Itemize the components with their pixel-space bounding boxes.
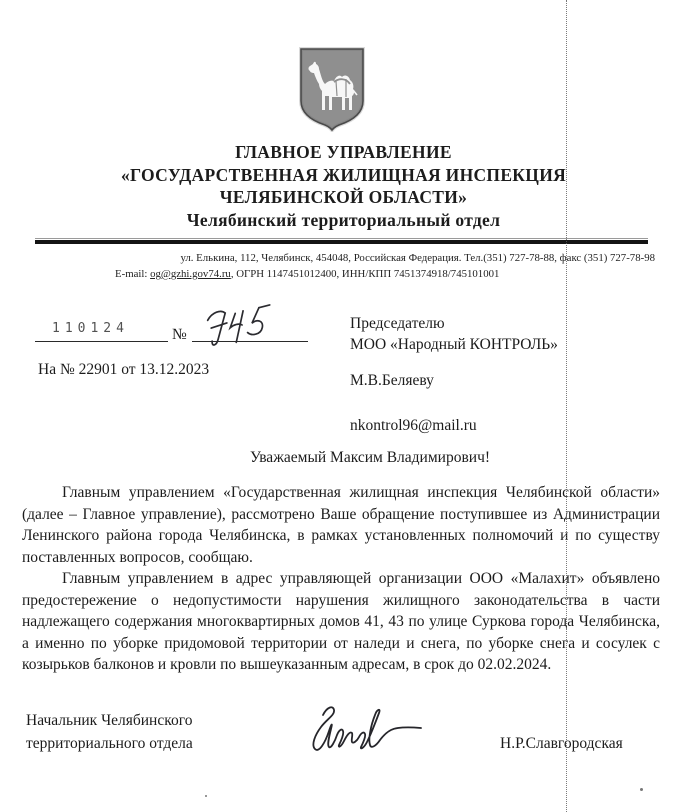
org-title-line-2: «ГОСУДАРСТВЕННАЯ ЖИЛИЩНАЯ ИНСПЕКЦИЯ: [120, 164, 567, 185]
org-title-line-3: ЧЕЛЯБИНСКОЙ ОБЛАСТИ»: [219, 187, 468, 207]
letter-body: [22, 482, 660, 676]
addressee-role: Председателю: [350, 315, 445, 332]
addressee-email: nkontrol96@mail.ru: [350, 417, 477, 434]
org-title-line-4: Челябинский территориальный отдел: [186, 209, 501, 230]
signature-scribble: [293, 697, 443, 761]
org-title-block: [0, 141, 687, 231]
header-rule: [35, 240, 648, 244]
reply-reference: На № 22901 от 13.12.2023: [38, 361, 210, 378]
signer-position-line-1: Начальник Челябинского: [26, 712, 193, 729]
date-stamp: 110124: [52, 321, 129, 336]
addressee-organization: МОО «Народный КОНТРОЛЬ»: [350, 336, 558, 353]
handwritten-number: [196, 300, 286, 348]
org-email-line: [115, 268, 675, 280]
org-email-address: og@gzhi.gov74.ru: [150, 268, 231, 280]
body-paragraph-1: Главным управлением «Государственная жилищная инспекция Челябинской области» (далее – Главное управление), рассмотрено Ваше обращение поступившее из Администрации Ленинского района города Челябинска, в рамках установленных полномочий и по существу поставленных вопросов, сообщаю.: [22, 484, 660, 566]
org-title-line-1: ГЛАВНОЕ УПРАВЛЕНИЕ: [235, 142, 452, 162]
org-registration-numbers: , ОГРН 1147451012400, ИНН/КПП 7451374918/745101001: [230, 268, 500, 280]
camel-coat-of-arms-icon: [296, 44, 368, 132]
signer-position: [26, 709, 193, 755]
body-paragraph-2: Главным управлением в адрес управляющей организации ООО «Малахит» объявлено предостережение о недопустимости нарушения жилищного законодательства в части надлежащего содержания многоквартирных домов 41, 43 по улице Суркова города Челябинска, а именно по уборке придомовой территории от наледи и снега, по уборке снега и сосулек с козырьков балконов и кровли по вышеуказанным адресам, в срок до 02.02.2024.: [22, 570, 660, 673]
number-sign-label: №: [172, 326, 187, 343]
scan-speck: [205, 795, 207, 797]
scan-speck: [640, 788, 643, 791]
email-label: E-mail:: [115, 268, 151, 280]
addressee-block: [350, 313, 558, 436]
org-address-line: ул. Елькина, 112, Челябинск, 454048, Российская Федерация. Тел.(351) 727-78-88, факс (351) 727-78-98: [180, 252, 655, 264]
salutation: Уважаемый Максим Владимирович!: [249, 449, 491, 466]
addressee-name: М.В.Беляеву: [350, 372, 434, 389]
vertical-fold-line: [566, 0, 567, 812]
signer-position-line-2: территориального отдела: [26, 735, 193, 752]
signer-name: Н.Р.Славгородская: [500, 735, 623, 752]
